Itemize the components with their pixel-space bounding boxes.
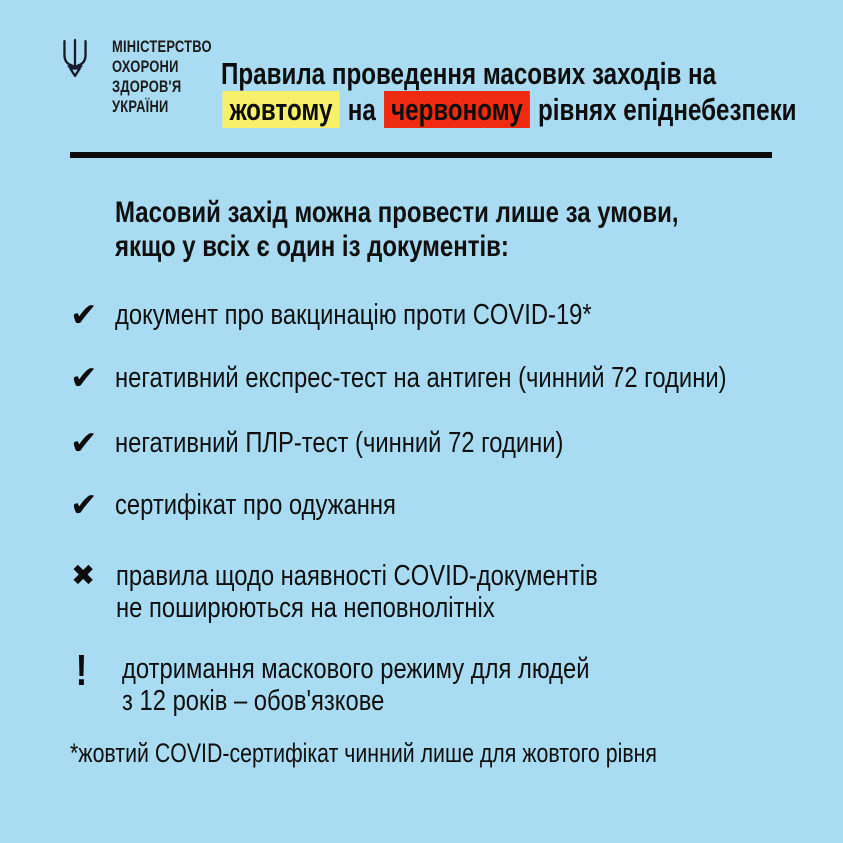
page-title <box>221 56 797 128</box>
list-item-text <box>122 653 590 717</box>
list-item <box>70 560 703 624</box>
check-icon: ✔ <box>70 296 98 333</box>
list-item <box>70 646 692 717</box>
flag-bar <box>99 39 103 117</box>
list-item <box>70 359 843 396</box>
trident-icon <box>60 38 90 78</box>
ministry-name <box>112 37 212 117</box>
intro-text <box>115 196 679 264</box>
title-line2-between: на <box>341 92 383 127</box>
intro-line1: Масовий захід можна провести лише за умови, <box>115 196 679 229</box>
list-item-line: негативний ПЛР-тест (чинний 72 години) <box>115 427 564 459</box>
ministry-line: МІНІСТЕРСТВО <box>112 37 212 56</box>
list-item-line: сертифікат про одужання <box>115 489 396 521</box>
list-item <box>70 296 696 333</box>
check-icon: ✔ <box>70 486 98 523</box>
footnote: *жовтий COVID-сертифікат чинний лише для жовтого рівня <box>70 738 657 768</box>
highlight-red-level: червоному <box>384 91 530 128</box>
list-item-line: правила щодо наявності COVID-документів <box>116 560 598 592</box>
list-item-line: не поширюються на неповнолітніх <box>116 592 495 624</box>
list-item-text <box>115 362 727 394</box>
list-item <box>70 486 458 523</box>
list-item-text <box>115 427 563 459</box>
list-item-text <box>116 560 598 624</box>
list-item-line: негативний експрес-тест на антиген (чинний 72 години) <box>115 362 727 394</box>
check-icon: ✔ <box>70 424 98 461</box>
moh-logo <box>60 36 243 117</box>
list-item <box>70 424 662 461</box>
list-item-text <box>115 489 396 521</box>
flag-bar-blue <box>99 39 103 78</box>
check-icon: ✔ <box>70 359 98 396</box>
list-item-line: документ про вакцинацію проти COVID-19* <box>115 299 592 331</box>
highlight-yellow-level: жовтому <box>223 91 340 128</box>
intro-line2: якщо у всіх є один із документів: <box>115 230 509 263</box>
exclamation-icon: ! <box>75 646 88 695</box>
title-line2 <box>221 91 797 128</box>
title-line2-after: рівнях епіднебезпеки <box>531 92 797 127</box>
ministry-line: УКРАЇНИ <box>112 97 169 116</box>
ministry-line: ЗДОРОВ'Я <box>112 77 182 96</box>
divider <box>70 152 772 158</box>
flag-bar-yellow <box>99 78 103 117</box>
list-item-line: дотримання маскового режиму для людей <box>122 653 590 685</box>
ministry-line: ОХОРОНИ <box>112 57 179 76</box>
cross-icon: ✖ <box>71 560 96 592</box>
list-item-text <box>115 299 592 331</box>
title-line1: Правила проведення масових заходів на <box>221 56 717 91</box>
list-item-line: з 12 років – обов'язкове <box>122 685 385 717</box>
